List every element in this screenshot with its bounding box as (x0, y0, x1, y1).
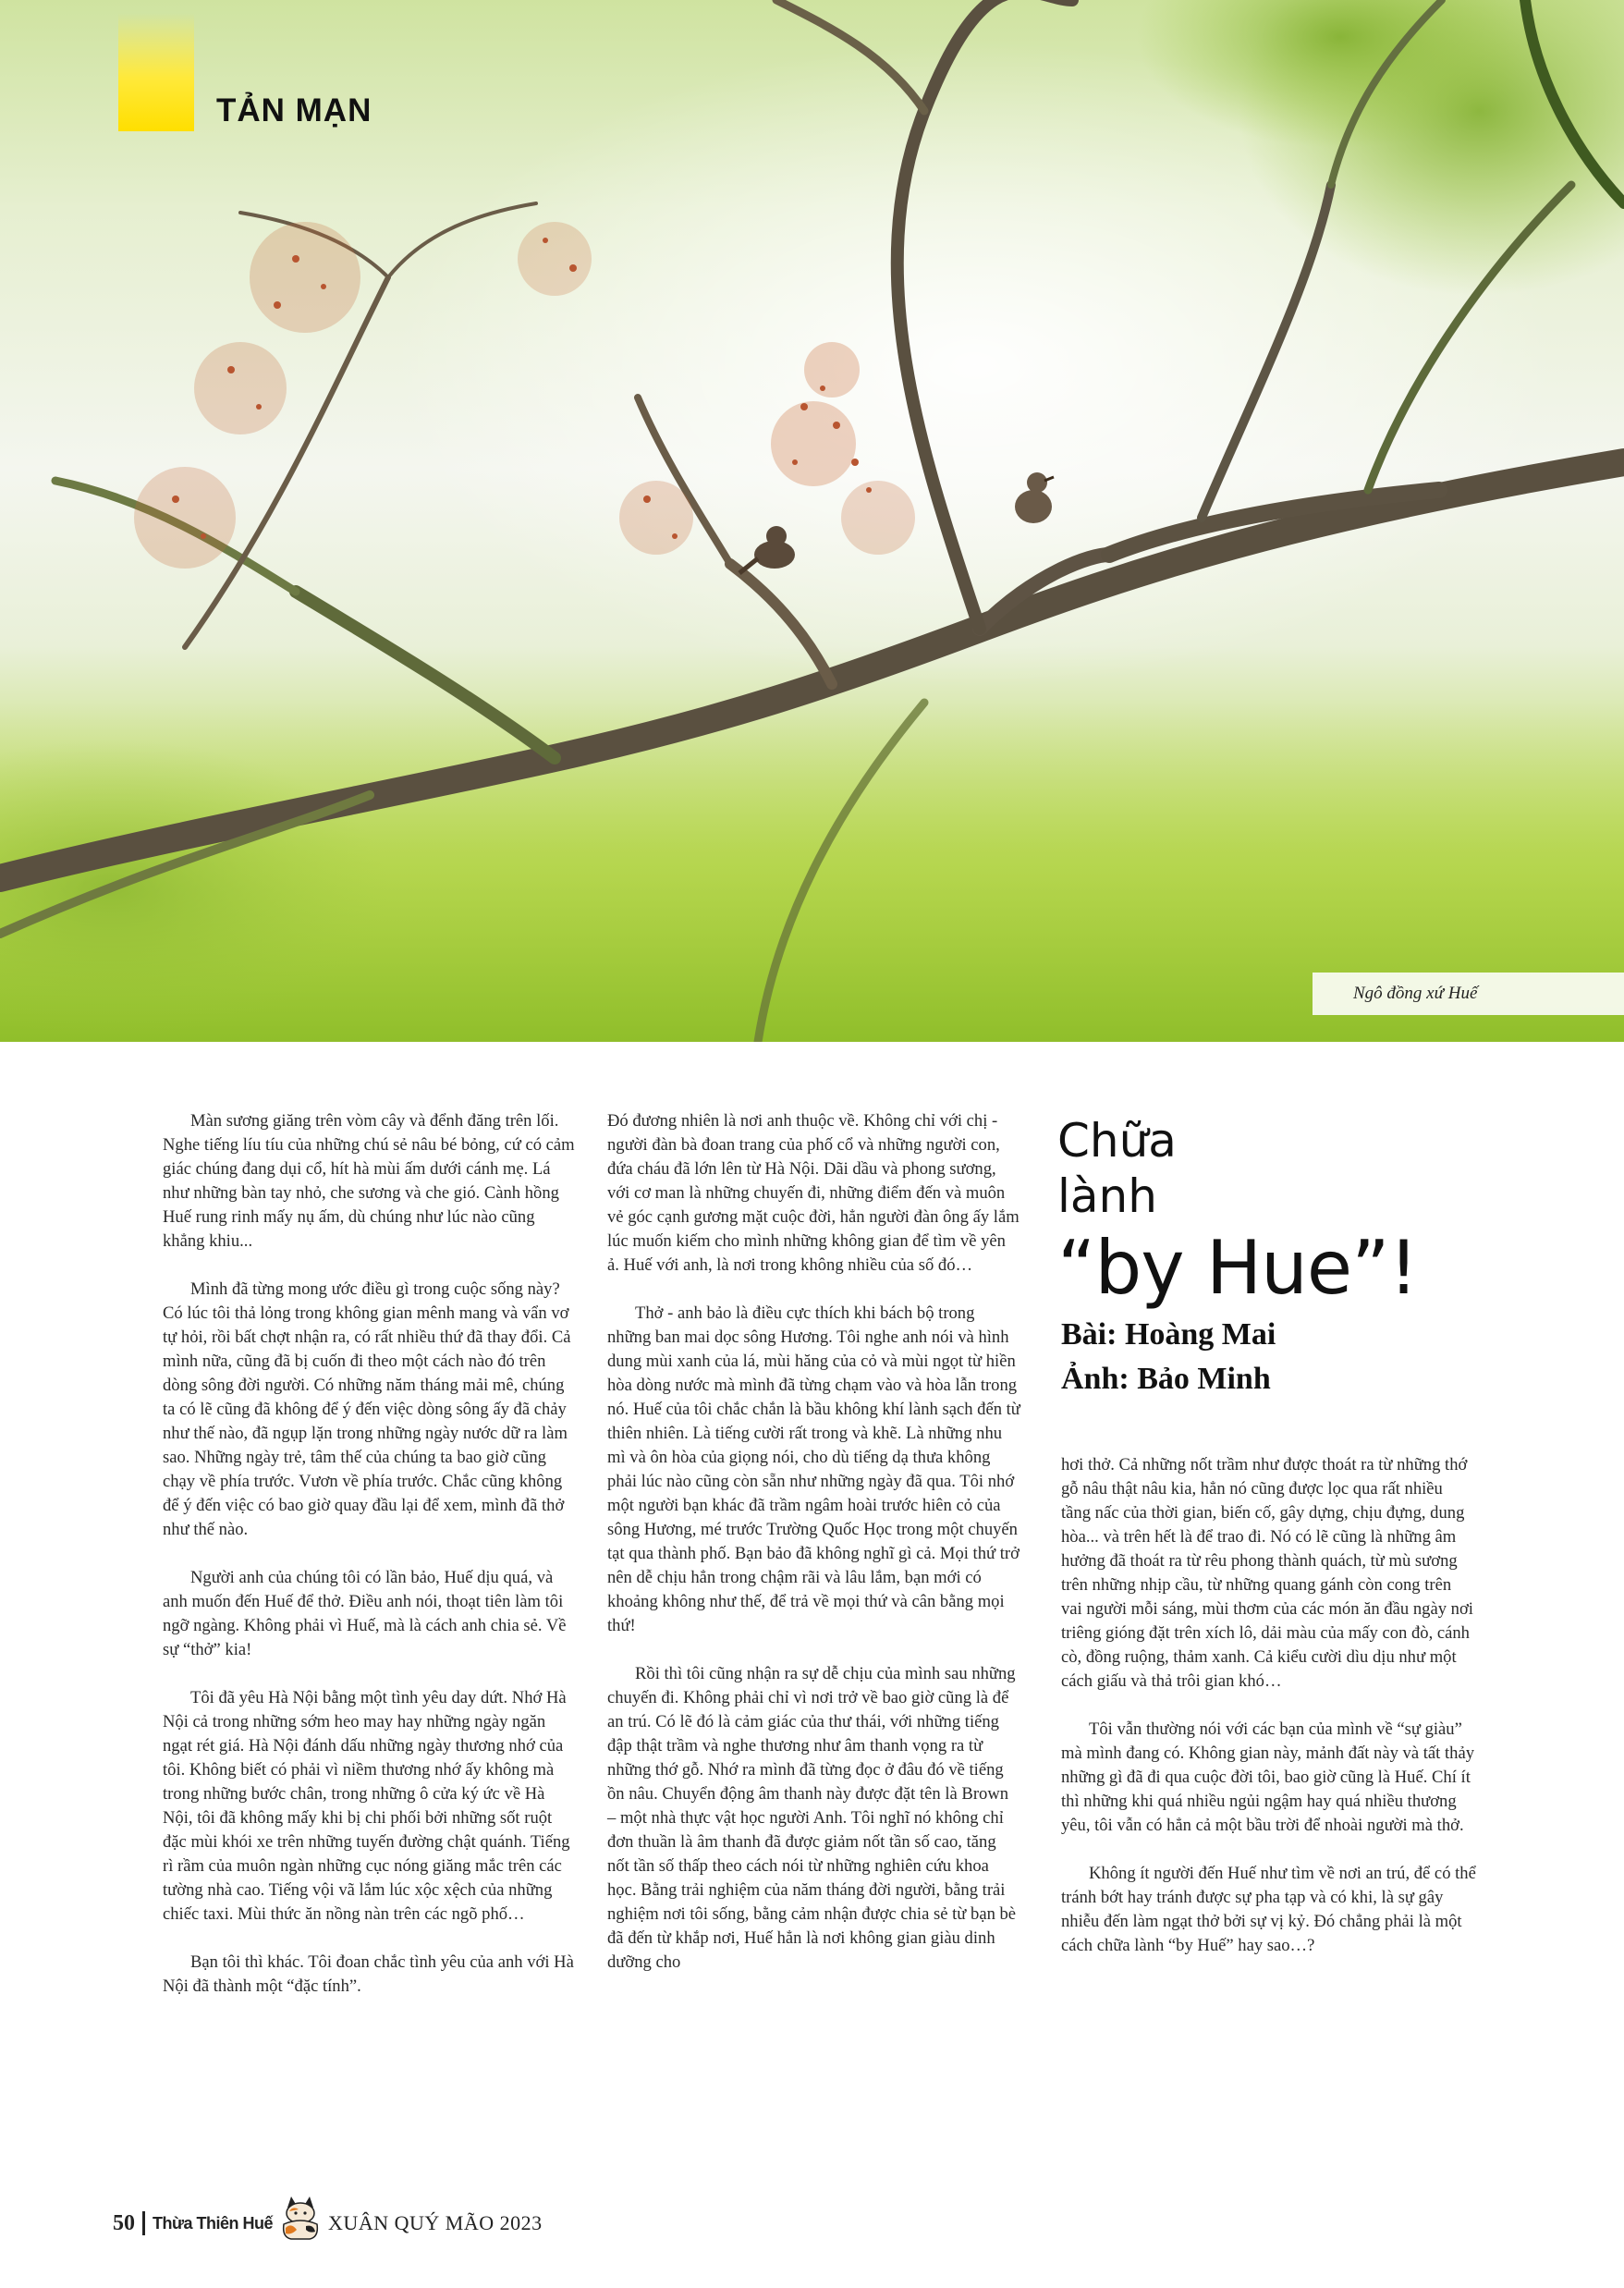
bird-right (1015, 472, 1054, 523)
photo-credit: Ảnh: Bảo Minh (1061, 1362, 1271, 1396)
hero-photo (0, 0, 1624, 1042)
cat-mascot-icon (278, 2189, 323, 2241)
article-title (1057, 1113, 1538, 1313)
paragraph: Bạn tôi thì khác. Tôi đoan chắc tình yêu của anh với Hà Nội đã thành một “đặc tính”. (163, 1952, 574, 1996)
author-credit: Bài: Hoàng Mai (1061, 1317, 1276, 1352)
paragraph: Tôi đã yêu Hà Nội bằng một tình yêu day dứt. Nhớ Hà Nội cả trong những sớm heo may hay những ngày ngăn ngạt rét giá. Hà Nội đánh dấu những ngày thương nhớ của tôi. Không biết có phải vì niềm thương nhớ ấy không mà trong những bước chân, trong những ô cửa ký ức về Hà Nội, tôi đã không mấy khi bị chi phối bởi những sốt ruột đặc mùi khói xe trên những tuyến đường chật quánh. Tiếng rì rầm của muôn ngàn những cục nóng giăng mắc trên các tường nhà cao. Tiếng vội vã lắm lúc xộc xệch của những chiếc taxi. Mùi thức ăn nồng nàn trên các ngõ phố… (163, 1688, 570, 1924)
section-accent-bar (118, 13, 194, 131)
footer-divider (142, 2211, 145, 2235)
page-number: 50 (113, 2210, 135, 2235)
paragraph: Rồi thì tôi cũng nhận ra sự dễ chịu của mình sau những chuyến đi. Không phải chỉ vì nơi trở về bao giờ cũng là để an trú. Có lẽ đó là cảm giác của thư thái, với những tiếng đập thật trầm và nghe thương như âm thanh vọng ra từ những thớ gỗ. Nhớ ra mình đã từng đọc ở đâu đó về tiếng ồn nâu. Chuyển động âm thanh này được đặt tên là Brown – một nhà thực vật học người Anh. Tôi nghĩ nó không chỉ đơn thuần là âm thanh đã được giảm nốt tần số cao, tăng nốt tần số thấp theo cách nói từ những nghiên cứu khoa học. Bằng trải nghiệm của năm tháng đời người, bằng trải nghiệm nơi tôi sống, bằng cảm nhận được chia sẻ từ bạn bè đã đến từ khắp nơi, Huế hẳn là nơi không gian giàu dinh dưỡng cho (607, 1664, 1017, 1972)
paragraph: Đó đương nhiên là nơi anh thuộc về. Không chỉ với chị - người đàn bà đoan trang của phố cổ và những người con, đứa cháu đã lớn lên từ Hà Nội. Dãi dầu và phong sương, với cơ man là những chuyến đi, những điểm đến và muôn vẻ góc cạnh gương mặt cuộc đời, hẳn người đàn ông ấy lắm lúc muốn kiếm cho mình những không gian để tìm về yên ả. Huế với anh, là nơi trong không nhiều của số đó… (607, 1111, 1020, 1275)
tree-branch-illustration (0, 0, 1624, 1042)
title-line-3: “by Hue”! (1057, 1225, 1418, 1311)
bird-left (739, 526, 795, 573)
article-column-1 (163, 1109, 577, 2023)
page-footer (113, 2205, 543, 2242)
paragraph: hơi thở. Cả những nốt trầm như được thoát ra từ những thớ gỗ nâu thật nâu kia, hẳn nó cũng được lọc qua rất nhiều tầng nấc của thời gian, biến cố, gây dựng, chịu đựng, dung hòa... và trên hết là để trao đi. Nó có lẽ cũng là những âm hưởng đã thoát ra từ rêu phong thành quách, từ mù sương trên những nhịp cầu, từ những quang gánh còn cong trên vai người mỗi sáng, mùi thơm của các món ăn đầu ngày nơi triêng gióng đặt trên xích lô, dải màu của mấy con đò, cánh cò, đồng ruộng, thảm xanh. Cả kiểu cười dìu dịu như một cách giấu và thả trôi gian khó… (1061, 1455, 1473, 1691)
article-credits (1061, 1313, 1276, 1401)
article-column-2 (607, 1109, 1020, 1999)
paragraph: Tôi vẫn thường nói với các bạn của mình về “sự giàu” mà mình đang có. Không gian này, mảnh đất này và tất thảy những gì đã đi qua cuộc đời tôi, bao giờ cũng là Huế. Chí ít thì những khi quá nhiều ngủi ngậm hay quá nhiều thương yêu, tôi vẫn có hẳn cả một bầu trời để nhoài người mà thở. (1061, 1719, 1474, 1835)
paragraph: Mình đã từng mong ước điều gì trong cuộc sống này? Có lúc tôi thả lỏng trong không gian mênh mang và vẩn vơ tự hỏi, rồi bất chợt nhận ra, có rất nhiều thứ đã thay đổi. Cả mình nữa, cũng đã bị cuốn đi theo một cách nào đó trên dòng sông đời người. Có những năm tháng mải mê, chúng ta có lẽ cũng đã không để ý đến việc dòng sông ấy đã chảy như thế nào, đã ngụp lặn trong những ngày nước dữ ra làm sao. Những ngày trẻ, tâm thế của chúng ta bao giờ cũng chạy về phía trước. Vươn về phía trước. Chắc cũng không để ý đến việc có bao giờ quay đầu lại để xem, mình đã thở như thế nào. (163, 1279, 571, 1539)
magazine-name: Thừa Thiên Huế (153, 2213, 274, 2233)
paragraph: Màn sương giăng trên vòm cây và đểnh đăng trên lối. Nghe tiếng líu tíu của những chú sẻ nâu bé bỏng, cứ có cảm giác chúng đang dụi cổ, hít hà mùi ấm dưới cánh mẹ. Lá như những bàn tay nhỏ, che sương và che gió. Cành hồng Huế rung rinh mấy nụ ấm, dù chúng như lúc nào cũng khẳng khiu... (163, 1111, 575, 1251)
paragraph: Người anh của chúng tôi có lần bảo, Huế dịu quá, và anh muốn đến Huế để thở. Điều anh nói, thoạt tiên làm tôi ngỡ ngàng. Không phải vì Huế, mà là cách anh chia sẻ. Về sự “thở” kia! (163, 1568, 567, 1659)
issue-label: XUÂN QUÝ MÃO 2023 (328, 2211, 543, 2234)
paragraph: Thở - anh bảo là điều cực thích khi bách bộ trong những ban mai dọc sông Hương. Tôi nghe anh nói và hình dung mùi xanh của lá, mùi hăng của cỏ và mùi ngọt từ hiền hòa dòng nước mà mình đã từng chạm vào và hòa lẫn trong nó. Huế của tôi chắc chắn là bầu không khí lành sạch đến từ thiên nhiên. Là tiếng cười rất trong và khẽ. Là những nhu mì và ôn hòa của giọng nói, cho dù tiếng dạ thưa không phải lúc nào cũng còn sẵn như những ngày đã qua. Tôi nhớ một người bạn khác đã trầm ngâm hoài trước hiên cỏ của sông Hương, mé trước Trường Quốc Học trong một chuyến tạt qua thành phố. Bạn bảo đã không nghĩ gì cả. Mọi thứ trở nên dễ chịu hẳn trong chậm rãi và lâu lắm, bạn mới có khoảng không như thế, để trả về mọi thứ và cân bằng mọi thứ! (607, 1303, 1020, 1635)
title-line-1: Chữa (1057, 1114, 1177, 1168)
title-line-2: lành (1057, 1169, 1157, 1223)
section-label: TẢN MẠN (216, 92, 372, 128)
photo-caption: Ngô đồng xứ Huế (1313, 973, 1624, 1015)
article-column-3 (1061, 1453, 1476, 1982)
paragraph: Không ít người đến Huế như tìm về nơi an trú, để có thể tránh bớt hay tránh được sự pha tạp và có khi, là sự gây nhiễu đến làm ngạt thở bởi sự vị kỷ. Đó chẳng phải là một cách chữa lành “by Huế” hay sao…? (1061, 1864, 1476, 1955)
